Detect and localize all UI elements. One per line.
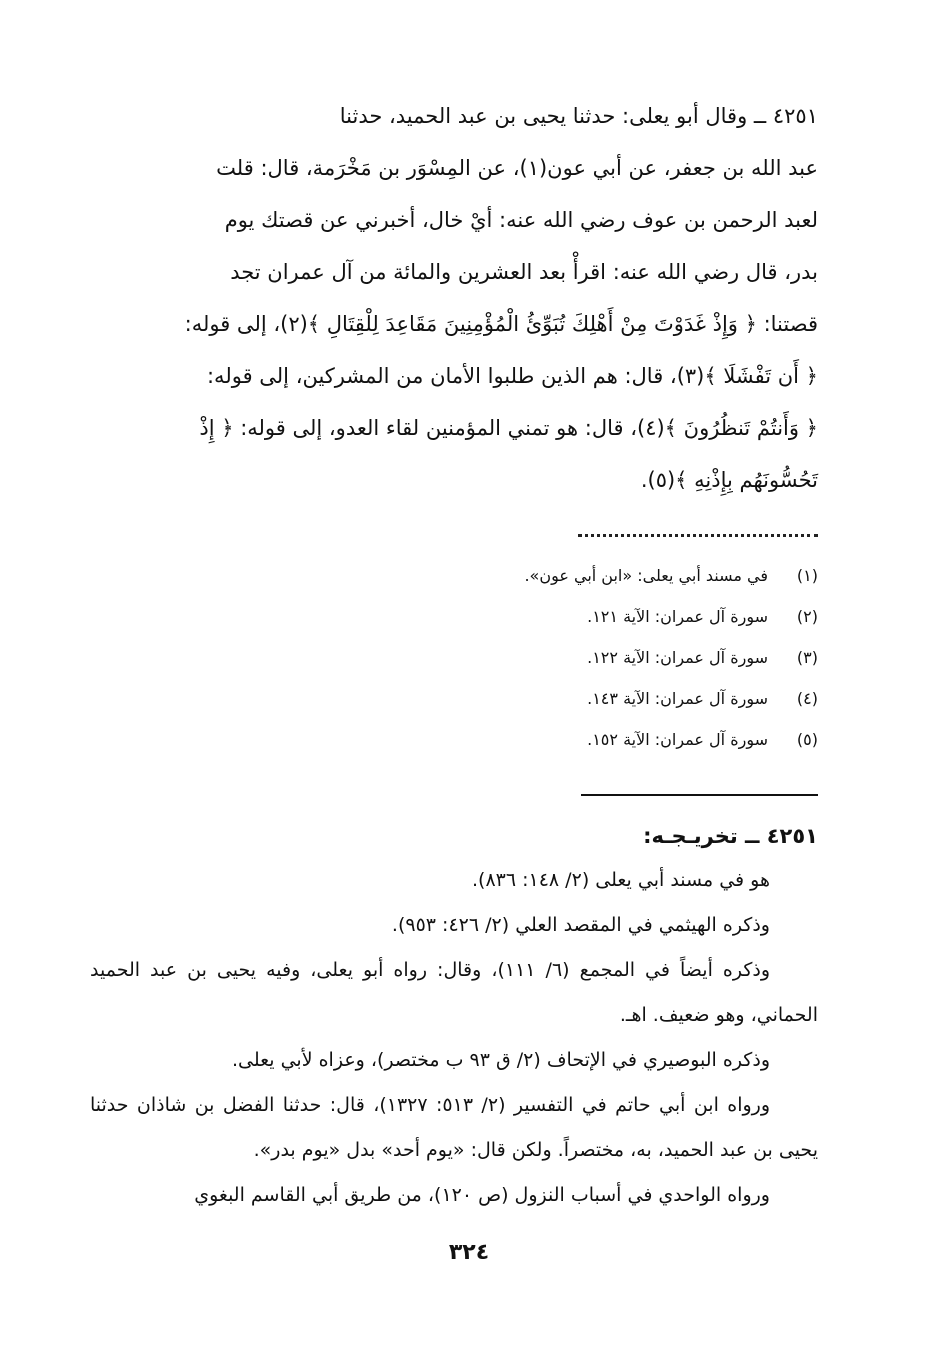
takhrij-paragraph: وذكره الهيثمي في المقصد العلي (٢/ ٤٢٦: ٩٥٣). <box>391 914 770 936</box>
hadith-line: لعبد الرحمن بن عوف رضي الله عنه: أيْ خال، أخبرني عن قصتك يوم <box>224 208 818 232</box>
footnote-number: (١) <box>796 566 818 585</box>
hadith-line: ﴿ أَن تَفْشَلَا ﴾(٣)، قال: هم الذين طلبوا الأمان من المشركين، إلى قوله: <box>206 364 818 388</box>
hadith-line: تَحُسُّونَهُم بِإِذْنِهِ ﴾(٥). <box>640 468 818 492</box>
footnote-text: سورة آل عمران: الآية ١٥٢. <box>587 730 768 749</box>
footnotes <box>90 555 818 760</box>
hadith-line: عبد الله بن جعفر، عن أبي عون(١)، عن المِسْوَر بن مَخْرَمة، قال: قلت <box>216 156 818 180</box>
takhrij-paragraph: هو في مسند أبي يعلى (٢/ ١٤٨: ٨٣٦). <box>471 869 770 891</box>
page-number: ٣٢٤ <box>448 1240 490 1265</box>
footnote-item <box>90 555 818 596</box>
page-body <box>90 90 818 1218</box>
footnote-number: (٤) <box>796 689 818 708</box>
footnote-text: سورة آل عمران: الآية ١٢٢. <box>587 648 768 667</box>
footnote-number: (٣) <box>796 648 818 667</box>
footnote-item <box>90 637 818 678</box>
footnote-number: (٥) <box>796 730 818 749</box>
hadith-text <box>90 90 818 506</box>
footnote-separator <box>578 514 818 537</box>
footnote-item <box>90 678 818 719</box>
footnote-item <box>90 719 818 760</box>
footnote-text: في مسند أبي يعلى: «ابن أبي عون». <box>524 566 768 585</box>
takhrij-paragraph: وذكره البوصيري في الإتحاف (٢/ ق ٩٣ ب مختصر)، وعزاه لأبي يعلى. <box>231 1049 770 1071</box>
footnote-item <box>90 596 818 637</box>
footnote-text: سورة آل عمران: الآية ١٤٣. <box>587 689 768 708</box>
takhrij-paragraph: وذكره أيضاً في المجمع (٦/ ١١١)، وقال: رواه أبو يعلى، وفيه يحيى بن عبد الحميد الحماني، وهو ضعيف. اهـ. <box>90 959 818 1026</box>
takhrij-heading: ٤٢٥١ ــ تخريـجـه: <box>643 824 818 848</box>
hadith-line: بدر، قال رضي الله عنه: اقرأْ بعد العشرين والمائة من آل عمران تجد <box>230 260 818 284</box>
hadith-line: قصتنا: ﴿ وَإِذْ غَدَوْتَ مِنْ أَهْلِكَ تُبَوِّئُ الْمُؤْمِنِينَ مَقَاعِدَ لِلْقِتَالِ ﴾(٢)، إلى قوله: <box>184 312 818 336</box>
takhrij-paragraph: ورواه الواحدي في أسباب النزول (ص ١٢٠)، من طريق أبي القاسم البغوي <box>194 1184 770 1206</box>
hadith-line: ٤٢٥١ ــ وقال أبو يعلى: حدثنا يحيى بن عبد الحميد، حدثنا <box>339 104 818 128</box>
hadith-line: ﴿ وَأَنتُمْ تَنظُرُونَ ﴾(٤)، قال: هو تمني المؤمنين لقاء العدو، إلى قوله: ﴿ إِذْ <box>199 416 818 440</box>
takhrij-paragraph: ورواه ابن أبي حاتم في التفسير (٢/ ٥١٣: ١٣٢٧)، قال: حدثنا الفضل بن شاذان حدثنا يحيى بن عبد الحميد، به، مختصراً. ولكن قال: «يوم أحد» بدل «يوم بدر». <box>90 1094 818 1161</box>
footnote-number: (٢) <box>796 607 818 626</box>
section-divider <box>581 794 818 796</box>
footnote-text: سورة آل عمران: الآية ١٢١. <box>587 607 768 626</box>
takhrij-text <box>90 858 818 1218</box>
